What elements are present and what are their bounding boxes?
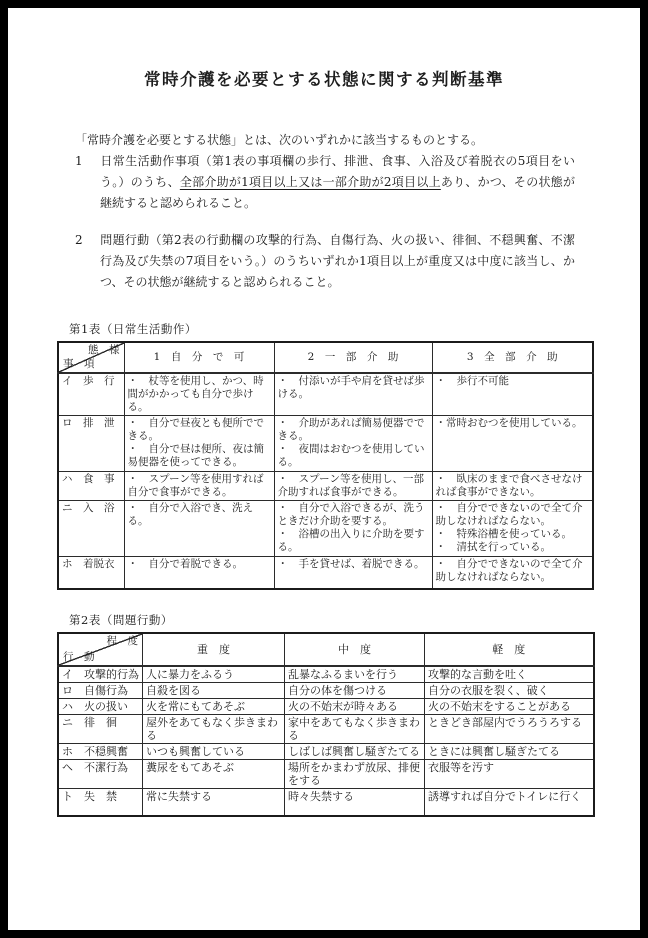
cell-line: ・ 杖等を使用し、かつ、時間がかかっても自分で歩ける。 [127, 375, 264, 413]
table-cell [274, 416, 432, 472]
criteria-section [75, 130, 575, 293]
row-item-label: ホ 不穏興奮 [58, 743, 143, 759]
table-cell: 時々失禁する [285, 788, 425, 816]
table-cell: いつも興奮している [143, 743, 285, 759]
table2-col-header-severe: 重 度 [143, 633, 285, 666]
item-2-number: 2 [75, 233, 83, 247]
table2-corner-top-label: 程 度 [106, 634, 138, 647]
table2-corner-cell [58, 633, 143, 666]
table1-col-header-full: 3 全 部 介 助 [432, 342, 593, 373]
table1-col-header-partial: 2 一 部 介 助 [274, 342, 432, 373]
cell-line: ・ スプーン等を使用し、一部介助すれば食事ができる。 [277, 473, 424, 498]
table-cell: 火の不始末をすることがある [425, 698, 594, 714]
table-cell [274, 557, 432, 589]
table-cell: 衣服等を汚す [425, 759, 594, 788]
table-cell [274, 373, 432, 416]
table-cell [432, 501, 593, 557]
item-1-text: 日常生活動作事項（第1表の事項欄の歩行、排泄、食事、入浴及び着脱衣の5項目をいう。）のうち、 [100, 154, 575, 189]
row-item-label: ニ 入 浴 [58, 501, 124, 557]
table1-header-row [58, 342, 593, 373]
cell-line: ・ 自分でできないので全て介助しなければならない。 [435, 558, 583, 583]
intro-text: 「常時介護を必要とする状態」とは、次のいずれかに該当するものとする。 [75, 133, 484, 147]
row-item-label: ニ 徘 徊 [58, 714, 143, 743]
table2-col-header-mild: 軽 度 [425, 633, 594, 666]
row-item-label: ハ 食 事 [58, 472, 124, 501]
table-cell: 糞尿をもてあそぶ [143, 759, 285, 788]
cell-line: ・ 歩行不可能 [435, 375, 509, 387]
table-cell: 自分の衣服を裂く、破く [425, 682, 594, 698]
table-cell [124, 472, 274, 501]
table-cell: ときには興奮し騒ぎたてる [425, 743, 594, 759]
cell-line: ・ 自分で昼は便所、夜は簡易便器を使ってできる。 [127, 443, 264, 468]
row-item-label: ロ 自傷行為 [58, 682, 143, 698]
table-cell [432, 472, 593, 501]
table-row [58, 682, 594, 698]
table-cell [432, 557, 593, 589]
table-cell [124, 416, 274, 472]
table-cell [274, 472, 432, 501]
table-cell: 家中をあてもなく歩きまわる [285, 714, 425, 743]
table-cell [274, 501, 432, 557]
table2-header-row [58, 633, 594, 666]
table1-col-header-self: 1 自 分 で 可 [124, 342, 274, 373]
row-item-label: ヘ 不潔行為 [58, 759, 143, 788]
table1-corner-cell [58, 342, 124, 373]
table2-col-header-moderate: 中 度 [285, 633, 425, 666]
table2-corner-bottom-label: 行 動 [63, 650, 95, 663]
table-cell [432, 416, 593, 472]
table-row [58, 698, 594, 714]
cell-line: ・ 自分で入浴でき、洗える。 [127, 502, 254, 527]
table-cell: 攻撃的な言動を吐く [425, 666, 594, 683]
item-2-text: 問題行動（第2表の行動欄の攻撃的行為、自傷行為、火の扱い、徘徊、不穏興奮、不潔行為及び失禁の7項目をいう。）のうちいずれか1項目以上が重度又は中度に該当し、かつ、その状態が継続すると認められること。 [100, 233, 575, 289]
table-row [58, 743, 594, 759]
cell-line: ・ 清拭を行っている。 [435, 541, 551, 553]
criteria-item-1 [75, 151, 575, 214]
cell-line: ・ 自分で着脱できる。 [127, 558, 243, 570]
table-cell [124, 373, 274, 416]
table-row [58, 416, 593, 472]
table-cell: 火の不始末が時々ある [285, 698, 425, 714]
table1-corner-top-label: 態 様 [88, 344, 120, 356]
cell-line: ・ 臥床のままで食べさせなければ食事ができない。 [435, 473, 583, 498]
table-row [58, 472, 593, 501]
table-cell: 自殺を図る [143, 682, 285, 698]
row-item-label: ハ 火の扱い [58, 698, 143, 714]
table-cell: しばしば興奮し騒ぎたてる [285, 743, 425, 759]
table-cell [124, 501, 274, 557]
table-cell [124, 557, 274, 589]
cell-line: ・ 夜間はおむつを使用している。 [277, 443, 425, 468]
table-cell: 人に暴力をふるう [143, 666, 285, 683]
cell-line: ・ 自分で入浴できるが、洗うときだけ介助を要する。 [277, 502, 425, 527]
table-row [58, 666, 594, 683]
row-item-label: ホ 着脱衣 [58, 557, 124, 589]
table-row [58, 759, 594, 788]
page-title: 常時介護を必要とする状態に関する判断基準 [144, 70, 504, 89]
table-cell: 屋外をあてもなく歩きまわる [143, 714, 285, 743]
table-row [58, 714, 594, 743]
table-row [58, 501, 593, 557]
table-cell [432, 373, 593, 416]
row-item-label: ト 失 禁 [58, 788, 143, 816]
cell-line: ・ スプーン等を使用すれば自分で食事ができる。 [127, 473, 264, 498]
table-cell: 常に失禁する [143, 788, 285, 816]
document-page [8, 8, 640, 930]
row-item-label: ロ 排 泄 [58, 416, 124, 472]
item-1-underlined-text: 全部介助が1項目以上又は一部介助が2項目以上 [179, 175, 441, 189]
row-item-label: イ 攻撃的行為 [58, 666, 143, 683]
cell-line: ・ 手を貸せば、着脱できる。 [277, 558, 425, 570]
table1-title: 第1表（日常生活動作） [69, 322, 197, 336]
cell-line: ・ 浴槽の出入りに介助を要する。 [277, 528, 425, 553]
table-row [58, 557, 593, 589]
item-1-number: 1 [75, 154, 83, 168]
table-cell: 自分の体を傷つける [285, 682, 425, 698]
cell-line: ・ 介助があれば簡易便器でできる。 [277, 417, 425, 442]
table-cell: 乱暴なふるまいを行う [285, 666, 425, 683]
table-cell: 場所をかまわず放尿、排便をする [285, 759, 425, 788]
table1-daily-activities [57, 341, 594, 590]
table2-problem-behaviors [57, 632, 595, 818]
row-item-label: イ 歩 行 [58, 373, 124, 416]
cell-line: ・常時おむつを使用している。 [435, 417, 583, 429]
cell-line: ・ 自分でできないので全て介助しなければならない。 [435, 502, 583, 527]
table2-title: 第2表（問題行動） [69, 612, 173, 627]
criteria-item-2 [75, 230, 575, 293]
table-cell: 火を常にもてあそぶ [143, 698, 285, 714]
table-cell: 誘導すれば自分でトイレに行く [425, 788, 594, 816]
cell-line: ・ 特殊浴槽を使っている。 [435, 528, 572, 540]
item-1-text-after: あり、かつ、その状態が継続すると認められること。 [100, 175, 575, 210]
table-row [58, 373, 593, 416]
table-row [58, 788, 594, 816]
table1-corner-bottom-label: 事 項 [63, 358, 95, 370]
cell-line: ・ 付添いが手や肩を貸せば歩ける。 [277, 375, 425, 400]
cell-line: ・ 自分で昼夜とも便所でできる。 [127, 417, 264, 442]
table-cell: ときどき部屋内でうろうろする [425, 714, 594, 743]
